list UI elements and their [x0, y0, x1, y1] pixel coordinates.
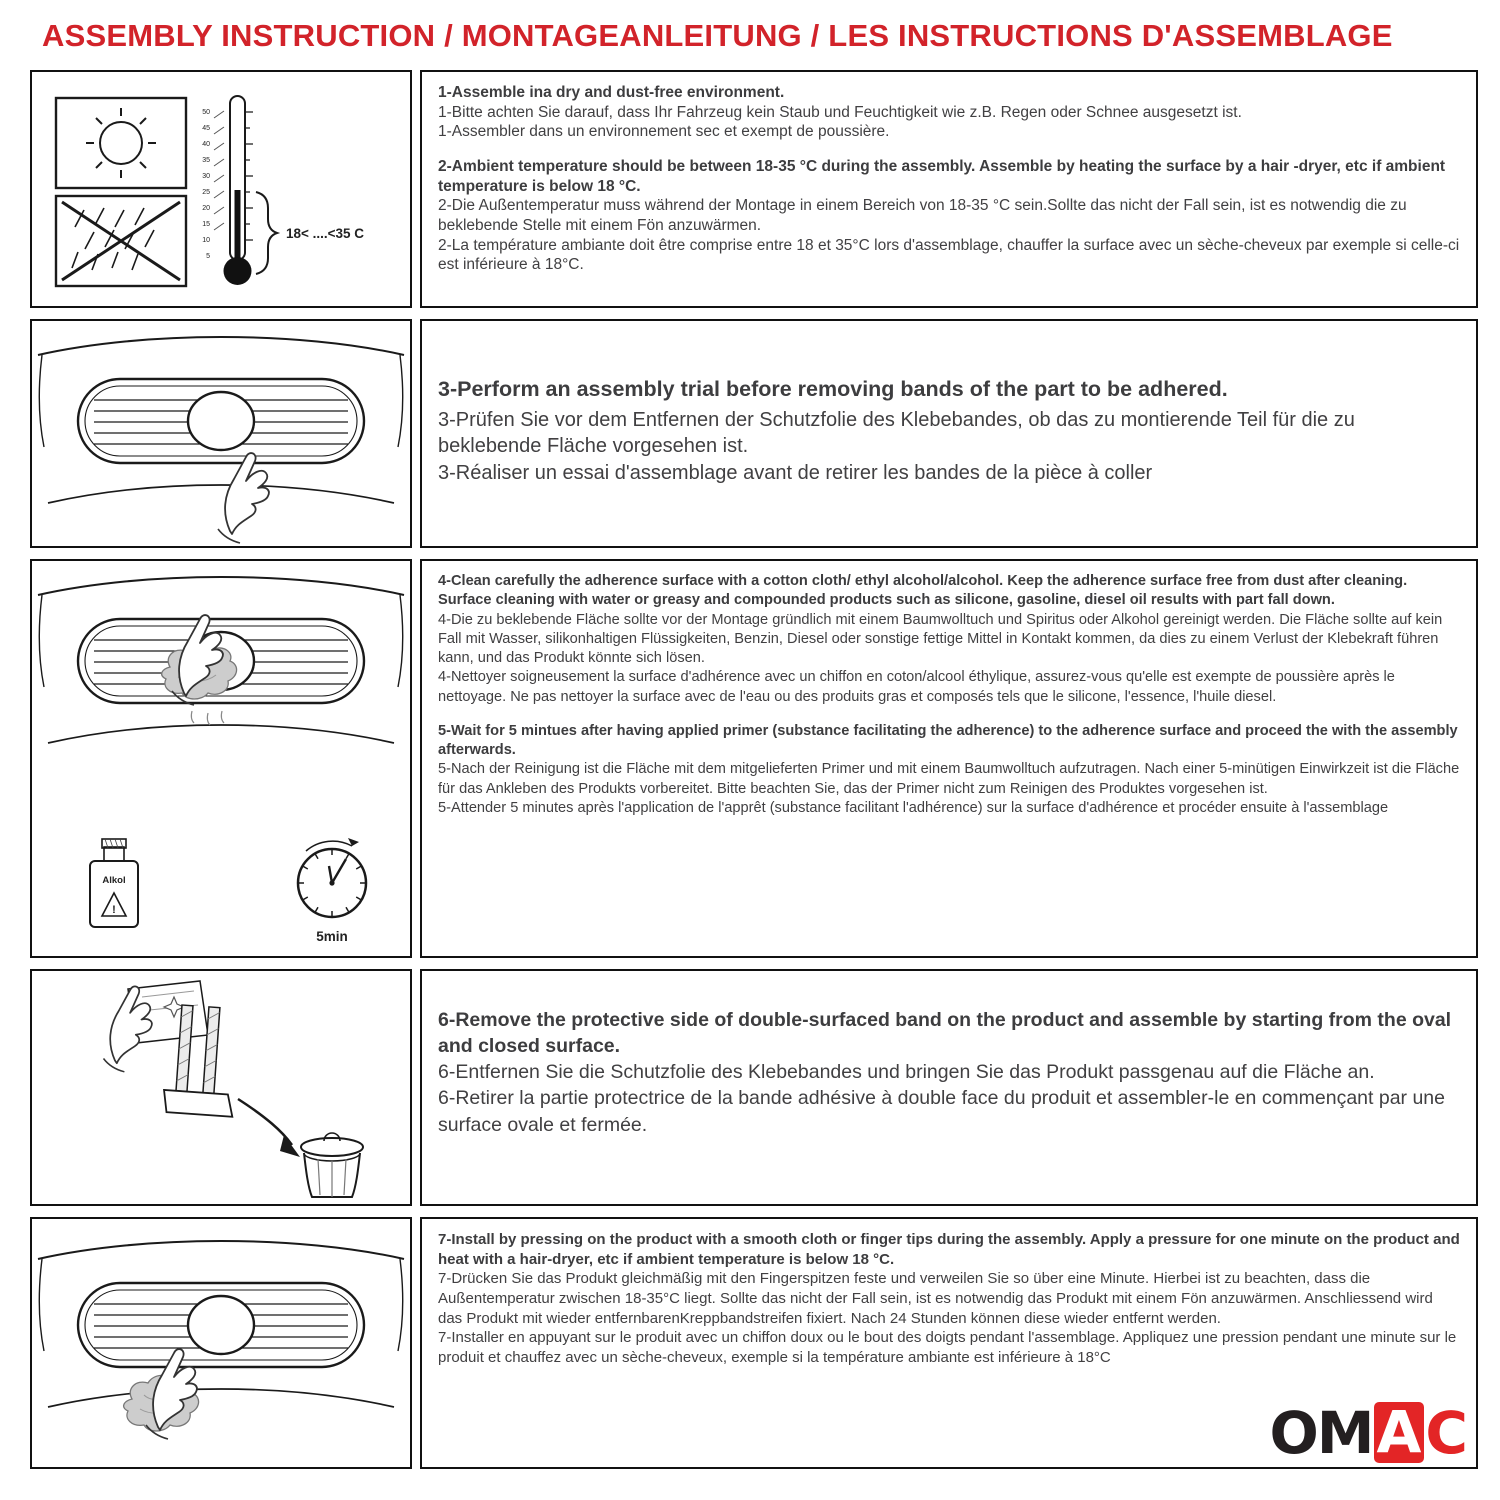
trial-fit-illustration — [30, 319, 412, 548]
warning-mark: ! — [112, 904, 116, 916]
step5-en: 5-Wait for 5 mintues after having applied primer (substance facilitating the adherence) to the adherence surface and proceed the with the assembly afterwards. — [438, 722, 1458, 758]
bottle-label: Alkol — [102, 875, 126, 886]
step-row-7 — [30, 1217, 1478, 1469]
cleaning-illustration-svg — [32, 561, 410, 956]
step-row-1-2 — [30, 70, 1478, 308]
temperature-range-label: 18< ....<35 C — [286, 226, 365, 241]
step3-en: 3-Perform an assembly trial before removing bands of the part to be adhered. — [438, 377, 1228, 401]
thermometer-scale-label: 20 — [202, 205, 210, 212]
timer-label: 5min — [316, 929, 348, 944]
step-row-6 — [30, 969, 1478, 1206]
thermometer-scale-label: 25 — [202, 189, 210, 196]
step2-en: 2-Ambient temperature should be between 18-35 °C during the assembly. Assemble by heating the surface by a hair -dryer, etc if ambient temperature is below 18 °C. — [438, 158, 1446, 195]
alcohol-bottle-icon — [90, 839, 138, 927]
step4-en: 4-Clean carefully the adherence surface with a cotton cloth/ ethyl alcohol/alcohol. Keep the adherence surface free from dust after cleaning. Surface cleaning with water or greasy and compounded products such as silicone, gasoline, diesel oil results with part fall down. — [438, 573, 1408, 609]
page-title: ASSEMBLY INSTRUCTION / MONTAGEANLEITUNG / LES INSTRUCTIONS D'ASSEMBLAGE — [42, 18, 1393, 53]
step4-de: 4-Die zu beklebende Fläche sollte vor der Montage gründlich mit einem Baumwolltuch und Spiritus oder Alkohol gereinigt werden. Die Fläche sollte auf kein Fall mit Wasser, silikonhaltigen Flüssigkeiten, Benzin, Diesel oder sonstige fettige Mittel in Kontakt kommen, da dies zu einem Verlust der Klebekraft führen kann, und das Produkt könnte sich lösen. — [438, 611, 1443, 666]
step7-en: 7-Install by pressing on the product with a smooth cloth or finger tips during the assembly. Apply a pressure for one minute on the product and heat with a hair-dryer, etc if ambient temperature is below 18 °C. — [438, 1231, 1460, 1268]
thermometer-scale-label: 10 — [202, 237, 210, 244]
cleaning-illustration — [30, 559, 412, 958]
thermometer-scale-label: 5 — [206, 253, 210, 260]
step3-fr: 3-Réaliser un essai d'assemblage avant de retirer les bandes de la pièce à coller — [438, 461, 1153, 484]
instructions-step-6 — [420, 969, 1478, 1206]
step1-fr: 1-Assembler dans un environnement sec et exempt de poussière. — [438, 123, 890, 141]
step4-fr: 4-Nettoyer soigneusement la surface d'adhérence avec un chiffon en coton/alcool éthylique, assurez-vous qu'elle est exempte de poussière après le nettoyage. Ne pas nettoyer la surface avec de l'eau ou des produits gras et composés tels que le silicone, l'essence, l'huile diesel. — [438, 669, 1395, 705]
step5-de: 5-Nach der Reinigung ist die Fläche mit dem mitgelieferten Primer und mit einem Baumwolltuch aufzutragen. Nach einer 5-minütigen Einwirkzeit ist die Fläche für das Ankleben des Produkts vorbereitet. Bitte beachten Sie, das der Primer nicht zum Reinigen des Produktes vorgesehen ist. — [438, 761, 1460, 797]
thermometer-scale-label: 30 — [202, 173, 210, 180]
pressing-illustration — [30, 1217, 412, 1469]
instructions-step-7 — [420, 1217, 1478, 1469]
car-grille-icon — [38, 1241, 404, 1407]
step2-de: 2-Die Außentemperatur muss während der Montage in einem Bereich von 18-35 °C sein.Sollte das nicht der Fall sein, ist es notwendig die zu beklebende Stelle mit einem Fön anzuwärmen. — [438, 197, 1407, 235]
environment-illustration-svg — [32, 72, 410, 306]
step2-fr: 2-La température ambiante doit être comprise entre 18 et 35°C lors d'assemblage, chauffer la surface avec un sèche-cheveux par exemple si celle-ci est inférieure à 18°C. — [438, 236, 1460, 274]
thermometer-icon — [202, 96, 364, 285]
step6-de: 6-Entfernen Sie die Schutzfolie des Klebebandes und bringen Sie das Produkt passgenau auf die Fläche an. — [438, 1061, 1375, 1084]
step1-de: 1-Bitte achten Sie darauf, dass Ihr Fahrzeug kein Staub und Feuchtigkeit wie z.B. Regen oder Schnee ausgesetzt ist. — [438, 103, 1242, 121]
instructions-step-4-5 — [420, 559, 1478, 958]
timer-clock-icon — [298, 838, 366, 944]
thermometer-scale-label: 45 — [202, 125, 210, 132]
thermometer-scale-label: 35 — [202, 157, 210, 164]
environment-illustration — [30, 70, 412, 308]
logo-letters-om: OM — [1269, 1398, 1373, 1467]
step7-de: 7-Drücken Sie das Produkt gleichmäßig mit den Fingerspitzen feste und verweilen Sie so über eine Minute. Hierbei ist zu beachten, dass die Außentemperatur zwischen 18-35°C liegt. Sollte das nicht der Fall sein, ist es notwendig das Produkt mit einem Fön anzuwärmen. Anschliessend wird das Produkt mit wieder entfernbarenKreppbandstreifen fixiert. Nach 24 Stunden können diese wieder entfernt werden. — [438, 1270, 1433, 1327]
thermometer-scale-label: 50 — [202, 109, 210, 116]
step-row-3 — [30, 319, 1478, 548]
omac-logo — [1269, 1398, 1467, 1467]
logo-letter-a: A — [1374, 1402, 1425, 1463]
instructions-step-3 — [420, 319, 1478, 548]
pressing-illustration-svg — [32, 1219, 410, 1467]
no-rain-icon — [56, 196, 186, 286]
hand-icon — [218, 453, 269, 543]
step5-fr: 5-Attender 5 minutes après l'application de l'apprêt (substance facilitant l'adhérence) sur la surface d'adhérence et procéder ensuite à l'assemblage — [438, 799, 1389, 816]
step7-fr: 7-Installer en appuyant sur le produit avec un chiffon doux ou le bout des doigts pendant l'assemblage. Appliquez une pression pendant une minute sur le produit et chauffez avec un sèche-cheveux, exemple si la température ambiante est inférieure à 18°C — [438, 1329, 1457, 1366]
step3-de: 3-Prüfen Sie vor dem Entfernen der Schutzfolie des Klebebandes, ob das zu montierende Teil für die zu beklebende Fläche vorgesehen ist. — [438, 408, 1355, 458]
trash-bin-icon — [301, 1133, 363, 1197]
logo-letter-c: C — [1425, 1398, 1466, 1467]
step6-fr: 6-Retirer la partie protectrice de la bande adhésive à double face du produit et assembler-le en commençant par une surface ovale et fermée. — [438, 1087, 1446, 1136]
arrow-icon — [238, 1099, 300, 1157]
step-row-4-5 — [30, 559, 1478, 958]
band-removal-illustration — [30, 969, 412, 1206]
trial-fit-illustration-svg — [32, 321, 410, 546]
band-removal-illustration-svg — [32, 971, 410, 1204]
step1-en: 1-Assemble ina dry and dust-free environment. — [438, 84, 785, 101]
thermometer-scale-label: 40 — [202, 141, 210, 148]
sun-icon — [56, 98, 186, 188]
instructions-step-1-2 — [420, 70, 1478, 308]
step6-en: 6-Remove the protective side of double-surfaced band on the product and assemble by starting from the oval and closed surface. — [438, 1009, 1452, 1058]
thermometer-scale-label: 15 — [202, 221, 210, 228]
car-grille-icon — [38, 337, 404, 503]
